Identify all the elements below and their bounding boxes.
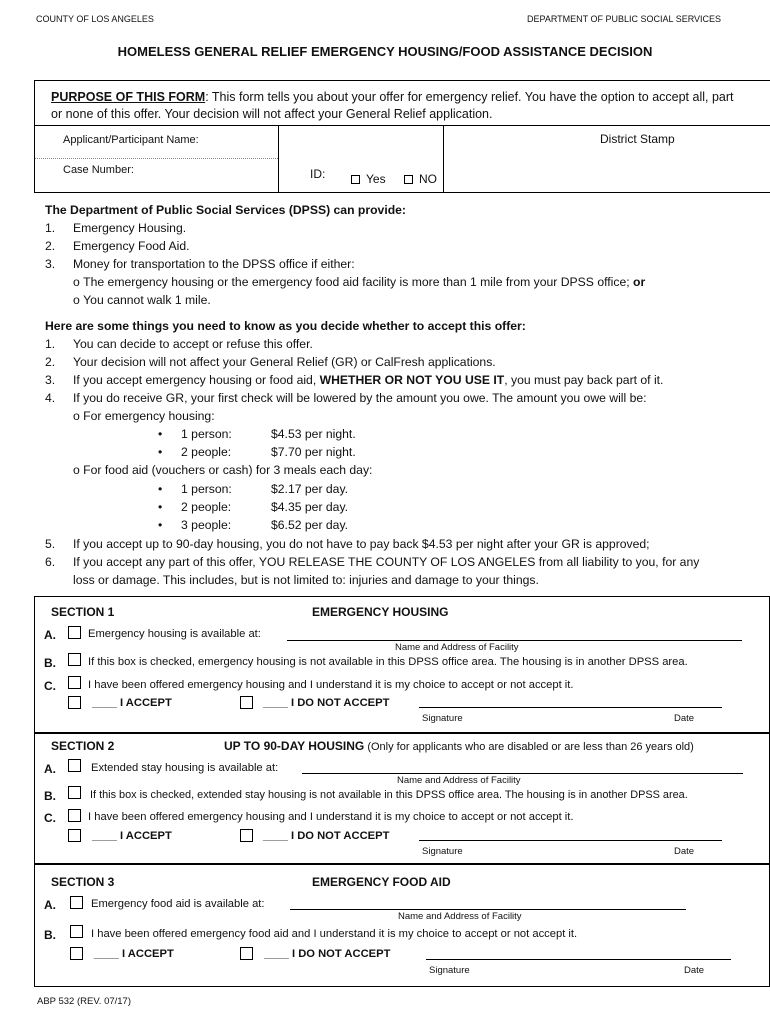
form-title: HOMELESS GENERAL RELIEF EMERGENCY HOUSING/FOOD ASSISTANCE DECISION	[117, 44, 653, 59]
food-rate-amount: $4.35 per day.	[271, 500, 349, 514]
section-3-signature-caption: Signature	[429, 965, 470, 976]
section-1-label: SECTION 1	[51, 605, 115, 619]
section-1-date-caption: Date	[674, 713, 695, 724]
know-item-4: If you do receive GR, your first check will be lowered by the amount you owe. The amount you owe will be:	[73, 391, 647, 405]
section-1-accept-label: I ACCEPT	[120, 697, 172, 709]
applicant-name-field[interactable]	[63, 148, 273, 158]
section-3-a-text: Emergency food aid is available at:	[91, 898, 265, 910]
purpose-box	[34, 80, 770, 126]
section-2-accept-checkbox[interactable]	[68, 829, 81, 842]
food-rate-people: 2 people:	[181, 500, 232, 514]
sub-marker: o	[73, 275, 80, 289]
know-item-3-b: WHETHER OR NOT YOU USE IT	[319, 373, 505, 387]
section-3-not-accept-label: I DO NOT ACCEPT	[292, 948, 391, 960]
know-item-6-line2: loss or damage. This includes, but is not limited to: injuries and damage to your things.	[73, 573, 539, 587]
section-1-c-checkbox[interactable]	[68, 676, 81, 689]
provide-heading: The Department of Public Social Services (DPSS) can provide:	[45, 203, 406, 217]
section-2-a-letter: A.	[44, 762, 56, 776]
section-1-facility-line[interactable]	[287, 640, 742, 641]
section-3-a-letter: A.	[44, 898, 56, 912]
housing-rate-label: For emergency housing:	[83, 409, 215, 423]
section-2-facility-caption: Name and Address of Facility	[397, 775, 521, 786]
food-rate-amount: $2.17 per day.	[271, 482, 349, 496]
section-1-not-accept-blank[interactable]: ____	[263, 697, 288, 709]
section-1-title: EMERGENCY HOUSING	[312, 605, 449, 619]
case-number-label: Case Number:	[63, 164, 134, 176]
section-1-b-letter: B.	[44, 656, 56, 670]
provide-sub-or: or	[633, 275, 646, 289]
provide-number: 2.	[45, 239, 56, 253]
provide-item-transport: Money for transportation to the DPSS office if either:	[73, 257, 355, 271]
section-3-accept-label: I ACCEPT	[122, 948, 174, 960]
purpose-label: PURPOSE OF THIS FORM	[51, 90, 206, 104]
section-2-signature-line[interactable]	[419, 840, 722, 841]
provide-item-housing: Emergency Housing.	[73, 221, 187, 235]
section-1-a-letter: A.	[44, 628, 56, 642]
section-1-signature-line[interactable]	[419, 707, 722, 708]
case-number-field[interactable]	[63, 178, 273, 188]
section-1-not-accept-label: I DO NOT ACCEPT	[291, 697, 390, 709]
section-3-facility-line[interactable]	[290, 909, 686, 910]
section-2-not-accept-label: I DO NOT ACCEPT	[291, 830, 390, 842]
bullet: •	[158, 445, 163, 459]
section-3-accept-checkbox[interactable]	[70, 947, 83, 960]
applicant-info-box	[34, 126, 770, 193]
section-3-not-accept-blank[interactable]: ____	[264, 948, 289, 960]
section-1-a-text: Emergency housing is available at:	[88, 628, 261, 640]
section-3-title: EMERGENCY FOOD AID	[312, 875, 451, 889]
bullet: •	[158, 427, 163, 441]
section-1-accept-blank[interactable]: ____	[92, 697, 117, 709]
provide-item-food: Emergency Food Aid.	[73, 239, 190, 253]
housing-rate-amount: $7.70 per night.	[271, 445, 356, 459]
section-2-c-text: I have been offered emergency housing and I understand it is my choice to accept or not accept it.	[88, 811, 574, 823]
section-2-signature-caption: Signature	[422, 846, 463, 857]
section-2-b-text: If this box is checked, extended stay housing is not available in this DPSS office area. The housing is in another DPSS area.	[90, 789, 688, 801]
section-3-b-letter: B.	[44, 928, 56, 942]
provide-number: 3.	[45, 257, 56, 271]
know-number: 1.	[45, 337, 56, 351]
section-3-label: SECTION 3	[51, 875, 115, 889]
bullet: •	[158, 482, 163, 496]
provide-number: 1.	[45, 221, 56, 235]
know-item-3	[73, 371, 663, 389]
bullet: •	[158, 518, 163, 532]
food-rate-people: 1 person:	[181, 482, 232, 496]
section-2-date-caption: Date	[674, 846, 695, 857]
housing-rate-amount: $4.53 per night.	[271, 427, 356, 441]
section-2-c-letter: C.	[44, 811, 56, 825]
id-no-checkbox[interactable]	[404, 175, 413, 184]
section-2-accept-blank[interactable]: ____	[92, 830, 117, 842]
section-2-c-checkbox[interactable]	[68, 809, 81, 822]
id-no-label: NO	[419, 172, 437, 186]
section-3-not-accept-checkbox[interactable]	[240, 947, 253, 960]
county-name: COUNTY OF LOS ANGELES	[36, 14, 154, 24]
section-1-facility-caption: Name and Address of Facility	[395, 642, 519, 653]
section-3-b-text: I have been offered emergency food aid and I understand it is my choice to accept or not accept it.	[91, 928, 578, 940]
section-1-c-letter: C.	[44, 679, 56, 693]
section-3-accept-blank[interactable]: ____	[94, 948, 119, 960]
food-rate-amount: $6.52 per day.	[271, 518, 349, 532]
section-2-facility-line[interactable]	[302, 773, 743, 774]
section-1-c-text: I have been offered emergency housing and I understand it is my choice to accept or not accept it.	[88, 679, 574, 691]
section-2-title-note: (Only for applicants who are disabled or are less than 26 years old)	[364, 741, 694, 753]
know-item-6-line1: If you accept any part of this offer, YOU RELEASE THE COUNTY OF LOS ANGELES from all liability to you, for any	[73, 555, 700, 569]
section-1-b-text: If this box is checked, emergency housing is not available in this DPSS office area. The housing is in another DPSS area.	[88, 656, 688, 668]
purpose-text-1: : This form tells you about your offer for emergency relief. You have the option to accept all, part	[205, 90, 734, 104]
id-yes-checkbox[interactable]	[351, 175, 360, 184]
know-number: 4.	[45, 391, 56, 405]
form-id: ABP 532 (REV. 07/17)	[37, 996, 132, 1007]
section-1-signature-caption: Signature	[422, 713, 463, 724]
sub-marker: o	[73, 293, 80, 307]
know-item-3-a: If you accept emergency housing or food aid,	[73, 373, 320, 387]
housing-rate-people: 1 person:	[181, 427, 232, 441]
know-item-3-c: , you must pay back part of it.	[504, 373, 664, 387]
id-yes-label: Yes	[366, 172, 386, 186]
provide-sub-distance: The emergency housing or the emergency food aid facility is more than 1 mile from your DPSS office;	[83, 275, 630, 289]
section-3-a-checkbox[interactable]	[70, 896, 83, 909]
housing-rate-people: 2 people:	[181, 445, 232, 459]
id-label: ID:	[310, 167, 326, 181]
bullet: •	[158, 500, 163, 514]
section-2-a-checkbox[interactable]	[68, 759, 81, 772]
know-item-1: You can decide to accept or refuse this offer.	[73, 337, 313, 351]
section-2-b-letter: B.	[44, 789, 56, 803]
food-rate-label: For food aid (vouchers or cash) for 3 meals each day:	[83, 463, 373, 477]
applicant-name-label: Applicant/Participant Name:	[63, 134, 199, 146]
section-2-not-accept-blank[interactable]: ____	[263, 830, 288, 842]
know-number: 3.	[45, 373, 56, 387]
know-number: 5.	[45, 537, 56, 551]
section-2-accept-label: I ACCEPT	[120, 830, 172, 842]
know-item-5: If you accept up to 90-day housing, you do not have to pay back $4.53 per night after your GR is approved;	[73, 537, 650, 551]
section-2-not-accept-checkbox[interactable]	[240, 829, 253, 842]
sub-marker: o	[73, 463, 80, 477]
section-1-not-accept-checkbox[interactable]	[240, 696, 253, 709]
section-1-a-checkbox[interactable]	[68, 626, 81, 639]
sub-marker: o	[73, 409, 80, 423]
know-item-2: Your decision will not affect your General Relief (GR) or CalFresh applications.	[73, 355, 496, 369]
section-2-b-checkbox[interactable]	[68, 786, 81, 799]
section-2-a-text: Extended stay housing is available at:	[91, 762, 279, 774]
district-stamp-label: District Stamp	[600, 132, 675, 146]
section-3-b-checkbox[interactable]	[70, 925, 83, 938]
section-1-accept-checkbox[interactable]	[68, 696, 81, 709]
know-heading: Here are some things you need to know as you decide whether to accept this offer:	[45, 319, 526, 333]
section-3-facility-caption: Name and Address of Facility	[398, 911, 522, 922]
provide-sub-walk: You cannot walk 1 mile.	[83, 293, 211, 307]
section-1-b-checkbox[interactable]	[68, 653, 81, 666]
section-3-signature-line[interactable]	[426, 959, 731, 960]
purpose-text-2: or none of this offer. Your decision will not affect your General Relief application.	[51, 107, 493, 121]
section-2-label: SECTION 2	[51, 739, 115, 753]
section-2-title: UP TO 90-DAY HOUSING	[224, 739, 365, 753]
section-3-date-caption: Date	[684, 965, 705, 976]
food-rate-people: 3 people:	[181, 518, 232, 532]
know-number: 6.	[45, 555, 56, 569]
department-name: DEPARTMENT OF PUBLIC SOCIAL SERVICES	[527, 14, 722, 24]
know-number: 2.	[45, 355, 56, 369]
